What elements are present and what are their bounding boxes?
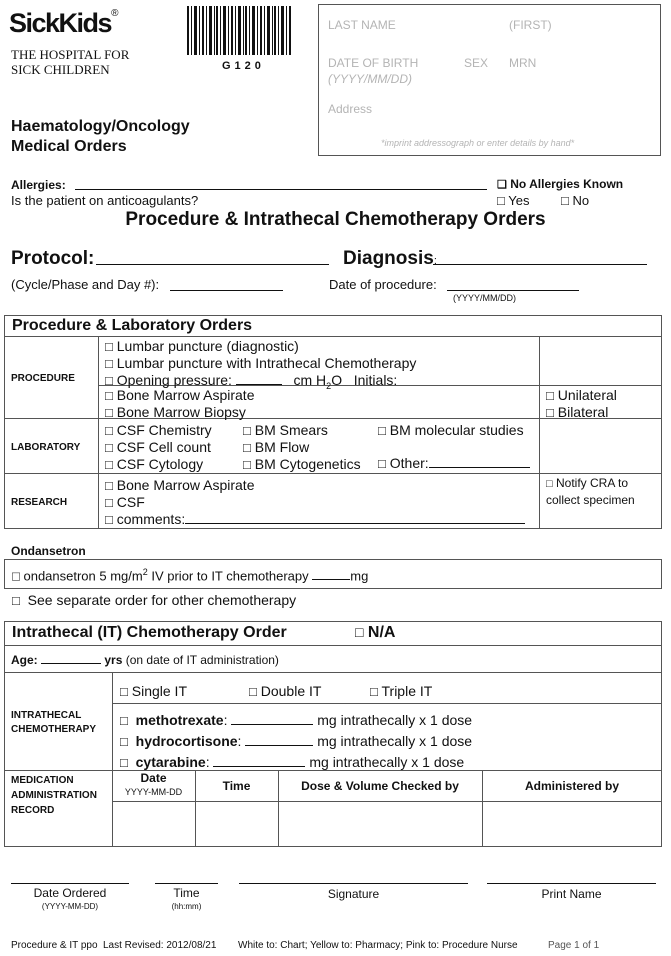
- drug-suffix: mg intrathecally x 1 dose: [309, 754, 465, 770]
- no-allergies-label: No Allergies Known: [510, 177, 624, 191]
- checkbox-icon[interactable]: □: [497, 193, 505, 208]
- cycle-field[interactable]: [170, 278, 283, 291]
- procedure-option-label: Lumbar puncture with Intrathecal Chemotherapy: [116, 355, 417, 371]
- lab-option[interactable]: [105, 422, 212, 439]
- lab-other-field[interactable]: [429, 455, 530, 468]
- checkbox-icon[interactable]: □: [120, 734, 128, 749]
- imprint-note: *imprint addressograph or enter details by hand*: [381, 138, 575, 148]
- checkbox-icon[interactable]: □: [378, 456, 386, 471]
- lab-option-label: BM molecular studies: [389, 422, 524, 438]
- signature-line[interactable]: [239, 883, 468, 884]
- footer-copies: White to: Chart; Yellow to: Pharmacy; Pink to: Procedure Nurse: [238, 940, 518, 951]
- procedure-row-label: PROCEDURE: [11, 373, 75, 384]
- research-options[interactable]: [105, 477, 525, 528]
- it-chemo-label: [11, 709, 96, 737]
- divider: [4, 672, 662, 673]
- allergies-label: Allergies:: [11, 178, 66, 192]
- mar-label-1: MEDICATION: [11, 775, 74, 786]
- lab-option-label: BM Flow: [254, 439, 310, 455]
- ondansetron-unit: mg: [350, 568, 369, 584]
- lab-option[interactable]: [243, 439, 361, 456]
- comments-field[interactable]: [185, 511, 525, 524]
- divider: [539, 336, 540, 529]
- laboratory-row-label: LABORATORY: [11, 442, 81, 453]
- initials-label: Initials:: [353, 372, 398, 388]
- checkbox-icon[interactable]: □: [105, 478, 113, 493]
- mar-dose-cell[interactable]: [279, 802, 481, 846]
- lab-option[interactable]: [105, 456, 212, 473]
- bone-marrow-options[interactable]: [105, 387, 254, 421]
- checkbox-icon[interactable]: □: [370, 684, 378, 699]
- hospital-line-1: THE HOSPITAL FOR: [11, 47, 130, 62]
- it-option-label: Single IT: [131, 683, 187, 699]
- ondansetron-dose-field[interactable]: [312, 567, 350, 580]
- checkbox-icon[interactable]: ❑: [497, 179, 507, 191]
- it-option-label: Triple IT: [381, 683, 433, 699]
- checkbox-icon[interactable]: □: [105, 440, 113, 455]
- it-option-double[interactable]: [249, 683, 321, 699]
- col-time-header: Time: [222, 779, 251, 793]
- drug-row-cytarabine[interactable]: □ cytarabine: mg intrathecally x 1 dose: [120, 754, 465, 770]
- logo: [9, 8, 118, 39]
- comments-label: comments:: [116, 511, 186, 527]
- checkbox-icon[interactable]: □: [249, 684, 257, 699]
- drug-name: cytarabine: [135, 754, 206, 770]
- it-option-label: Double IT: [260, 683, 322, 699]
- checkbox-icon[interactable]: □: [12, 568, 20, 584]
- lab-other-label: Other:: [389, 455, 429, 471]
- checkbox-icon[interactable]: □: [12, 593, 20, 608]
- mrn-label: MRN: [509, 56, 537, 70]
- mar-time-cell[interactable]: [196, 802, 277, 846]
- barcode-icon: [187, 6, 293, 55]
- checkbox-icon[interactable]: □: [105, 495, 113, 510]
- checkbox-icon[interactable]: □: [120, 713, 128, 728]
- age-note: (on date of IT administration): [125, 653, 279, 667]
- divider: [112, 703, 662, 704]
- drug-dose-field[interactable]: [231, 712, 313, 725]
- divider: [4, 336, 662, 337]
- time-format: (hh:mm): [171, 902, 202, 911]
- date-ordered-format: (YYYY-MM-DD): [41, 902, 99, 911]
- diagnosis-colon: :: [433, 255, 437, 267]
- lab-col-3[interactable]: [378, 422, 530, 472]
- footer-revised: Last Revised: 2012/08/21: [103, 940, 217, 951]
- it-option-single[interactable]: [120, 683, 187, 699]
- side-option-label: Bilateral: [557, 404, 609, 420]
- side-option-bilateral[interactable]: [546, 404, 617, 421]
- ondansetron-sup: 2: [142, 567, 148, 577]
- checkbox-icon[interactable]: □: [105, 423, 113, 438]
- main-title: Procedure & Intrathecal Chemotherapy Orders: [125, 209, 546, 230]
- col-date-header: [112, 771, 195, 799]
- ondansetron-text: ondansetron 5 mg/m: [23, 568, 143, 584]
- form-title-line-2: Medical Orders: [11, 138, 127, 155]
- anticoag-no[interactable]: [561, 193, 589, 208]
- divider: [4, 645, 662, 646]
- research-option[interactable]: [105, 477, 525, 494]
- divider: [98, 336, 99, 529]
- checkbox-icon[interactable]: □: [546, 388, 554, 403]
- age-label: Age:: [11, 653, 38, 667]
- mar-admin-cell[interactable]: [483, 802, 661, 846]
- mar-label-2: ADMINISTRATION: [11, 790, 97, 801]
- it-order-title: Intrathecal (IT) Chemotherapy Order: [12, 624, 287, 641]
- mar-label-3: RECORD: [11, 805, 55, 816]
- checkbox-icon[interactable]: □: [105, 388, 113, 403]
- date-ordered-label: [11, 887, 129, 913]
- drug-row-methotrexate[interactable]: □ methotrexate: mg intrathecally x 1 dose: [120, 712, 473, 728]
- it-option-triple[interactable]: [370, 683, 432, 699]
- diagnosis-label: [343, 248, 437, 270]
- checkbox-icon[interactable]: □: [120, 755, 128, 770]
- procedure-option-label: Lumbar puncture (diagnostic): [116, 338, 299, 354]
- procedure-option[interactable]: [105, 338, 416, 355]
- lab-option[interactable]: [243, 456, 361, 473]
- age-unit: yrs: [104, 653, 123, 667]
- procedure-option[interactable]: [105, 355, 416, 372]
- side-option-unilateral[interactable]: [546, 387, 617, 404]
- ondansetron-mid: IV prior to IT chemotherapy: [147, 568, 309, 584]
- it-chemo-label-1: INTRATHECAL: [11, 710, 82, 721]
- research-comments[interactable]: [105, 511, 525, 528]
- lab-option-label: CSF Cytology: [116, 456, 204, 472]
- it-na-option[interactable]: [355, 624, 395, 642]
- research-option[interactable]: [105, 494, 525, 511]
- ondansetron-order[interactable]: [12, 567, 368, 583]
- side-options[interactable]: [546, 387, 617, 421]
- procedure-date-format: (YYYY/MM/DD): [453, 293, 516, 303]
- registered-mark: ®: [111, 8, 119, 19]
- divider: [4, 770, 662, 771]
- checkbox-icon[interactable]: □: [105, 339, 113, 354]
- procedure-options[interactable]: [105, 338, 416, 394]
- protocol-field[interactable]: [96, 250, 329, 265]
- research-row-label: RESEARCH: [11, 497, 68, 508]
- age-field[interactable]: [41, 651, 101, 664]
- lab-option[interactable]: [105, 439, 212, 456]
- anticoag-yes-label: Yes: [508, 193, 530, 208]
- research-option-label: CSF: [116, 494, 145, 510]
- checkbox-icon[interactable]: □: [120, 684, 128, 699]
- lab-option-label: CSF Cell count: [116, 439, 211, 455]
- research-option-label: Bone Marrow Aspirate: [116, 477, 255, 493]
- col-admin-header: Administered by: [524, 779, 620, 793]
- procedure-date-label: Date of procedure:: [329, 277, 437, 292]
- drug-dose-field[interactable]: [245, 733, 313, 746]
- signature-label: Signature: [327, 887, 380, 901]
- lab-option-label: BM Cytogenetics: [254, 456, 361, 472]
- checkbox-icon[interactable]: □: [546, 478, 553, 490]
- footer-page: Page 1 of 1: [548, 940, 600, 951]
- address-label: Address: [328, 102, 373, 116]
- hospital-line-2: SICK CHILDREN: [11, 62, 110, 77]
- drug-dose-field[interactable]: [213, 754, 305, 767]
- it-na-label: N/A: [367, 624, 396, 641]
- divider: [4, 473, 662, 474]
- notify-line-2: collect specimen: [546, 493, 635, 507]
- anticoag-question: Is the patient on anticoagulants?: [11, 193, 199, 208]
- date-ordered-line[interactable]: [11, 883, 129, 884]
- drug-list[interactable]: [120, 710, 472, 773]
- checkbox-icon[interactable]: □: [105, 512, 113, 527]
- footer-form-name: Procedure & IT ppo: [11, 940, 98, 951]
- bm-option-label: Bone Marrow Biopsy: [116, 404, 246, 420]
- anticoag-yes[interactable]: [497, 193, 529, 208]
- checkbox-icon[interactable]: □: [243, 423, 251, 438]
- checkbox-icon[interactable]: □: [105, 405, 113, 420]
- dob-label: DATE OF BIRTH: [328, 56, 419, 70]
- checkbox-icon[interactable]: □: [355, 624, 364, 640]
- bm-option[interactable]: [105, 387, 254, 404]
- unit-cm: cm H: [293, 372, 327, 388]
- form-code: G120: [222, 60, 265, 72]
- lab-option-label: BM Smears: [254, 422, 328, 438]
- hospital-name: [11, 47, 129, 77]
- no-allergies-option[interactable]: [497, 177, 623, 191]
- drug-suffix: mg intrathecally x 1 dose: [317, 733, 473, 749]
- checkbox-icon[interactable]: □: [243, 457, 251, 472]
- sex-label: SEX: [464, 56, 489, 70]
- drug-name: methotrexate: [135, 712, 224, 728]
- checkbox-icon[interactable]: □: [105, 457, 113, 472]
- first-name-label: (FIRST): [509, 18, 552, 32]
- checkbox-icon[interactable]: □: [105, 356, 113, 371]
- col-dose-header: Dose & Volume Checked by: [301, 779, 459, 793]
- lab-option-label: CSF Chemistry: [116, 422, 212, 438]
- protocol-label: Protocol:: [11, 248, 95, 269]
- it-chemo-label-2: CHEMOTHERAPY: [11, 724, 97, 735]
- col-date-label: Date: [140, 771, 167, 785]
- col-date-format: YYYY-MM-DD: [124, 787, 183, 797]
- lab-col-1[interactable]: [105, 422, 212, 473]
- notify-cra-option[interactable]: [546, 475, 635, 508]
- checkbox-icon[interactable]: □: [105, 373, 113, 388]
- separate-order-option[interactable]: [12, 592, 296, 608]
- checkbox-icon[interactable]: □: [243, 440, 251, 455]
- date-ordered-text: Date Ordered: [33, 886, 107, 900]
- procedure-date-field[interactable]: [447, 278, 579, 291]
- bm-option-label: Bone Marrow Aspirate: [116, 387, 255, 403]
- opening-pressure-unit: [293, 372, 343, 391]
- lab-option[interactable]: [378, 422, 530, 439]
- time-line[interactable]: [155, 883, 218, 884]
- checkbox-icon[interactable]: □: [378, 423, 386, 438]
- opening-pressure-field[interactable]: [236, 372, 282, 385]
- lab-other[interactable]: [378, 455, 530, 472]
- diagnosis-field[interactable]: [433, 250, 647, 265]
- dob-format: (YYYY/MM/DD): [328, 72, 412, 86]
- mar-date-cell[interactable]: [113, 802, 194, 846]
- print-name-label: Print Name: [541, 887, 602, 901]
- allergies-field[interactable]: [75, 177, 487, 190]
- procedure-lab-title: Procedure & Laboratory Orders: [12, 317, 253, 334]
- lab-option[interactable]: [243, 422, 361, 439]
- last-name-label: LAST NAME: [328, 18, 396, 32]
- cycle-label: (Cycle/Phase and Day #):: [11, 277, 160, 292]
- drug-name: hydrocortisone: [135, 733, 238, 749]
- drug-row-hydrocortisone[interactable]: □ hydrocortisone: mg intrathecally x 1 dose: [120, 733, 473, 749]
- patient-info-box[interactable]: [318, 4, 661, 156]
- ondansetron-title: Ondansetron: [11, 544, 86, 558]
- opening-pressure-label: Opening pressure:: [116, 372, 232, 388]
- barcode: [187, 6, 293, 55]
- unit-o: O: [331, 372, 343, 388]
- time-text: Time: [173, 886, 200, 900]
- form-title: [11, 117, 190, 157]
- age-row[interactable]: [11, 651, 279, 667]
- lab-col-2[interactable]: [243, 422, 361, 473]
- diagnosis-text: Diagnosis: [343, 248, 434, 269]
- notify-line-1: Notify CRA to: [556, 476, 629, 490]
- brand-name: SickKids: [9, 8, 112, 38]
- print-name-line[interactable]: [487, 883, 656, 884]
- side-option-label: Unilateral: [557, 387, 617, 403]
- time-label: [155, 887, 218, 913]
- checkbox-icon[interactable]: □: [561, 193, 569, 208]
- form-title-line-1: Haematology/Oncology: [11, 118, 190, 135]
- unit-sub: 2: [326, 380, 332, 391]
- mar-label: [11, 773, 97, 818]
- drug-suffix: mg intrathecally x 1 dose: [317, 712, 473, 728]
- checkbox-icon[interactable]: □: [546, 405, 554, 420]
- anticoag-no-label: No: [572, 193, 590, 208]
- separate-order-label: See separate order for other chemotherapy: [27, 592, 297, 608]
- bm-option[interactable]: [105, 404, 254, 421]
